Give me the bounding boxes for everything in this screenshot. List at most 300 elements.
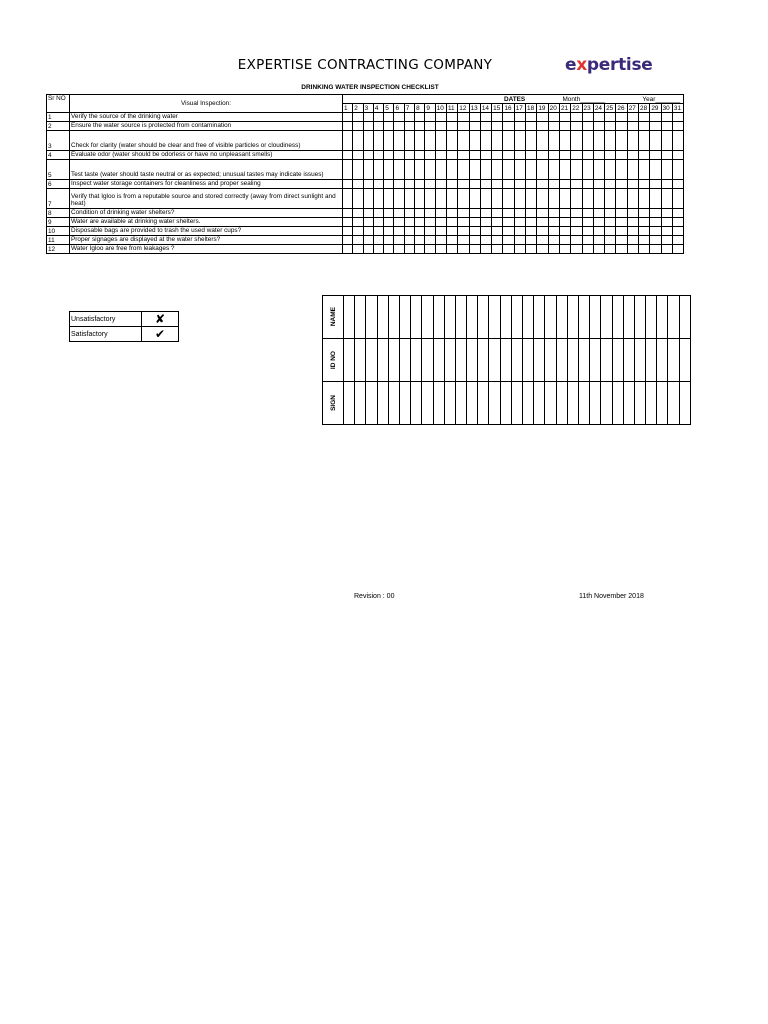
check-cell[interactable] [363,218,373,227]
signoff-cell[interactable] [567,339,578,382]
check-cell[interactable] [373,218,383,227]
signoff-cell[interactable] [489,339,500,382]
check-cell[interactable] [446,189,457,209]
check-cell[interactable] [605,180,616,189]
check-cell[interactable] [526,209,537,218]
check-cell[interactable] [548,160,559,180]
signoff-cell[interactable] [344,296,355,339]
signoff-cell[interactable] [511,339,522,382]
signoff-cell[interactable] [444,382,455,425]
signoff-cell[interactable] [578,339,589,382]
check-cell[interactable] [593,113,604,122]
signoff-cell[interactable] [578,296,589,339]
check-cell[interactable] [582,122,593,131]
check-cell[interactable] [363,122,373,131]
check-cell[interactable] [526,218,537,227]
signoff-cell[interactable] [534,382,545,425]
check-cell[interactable] [559,151,570,160]
signoff-cell[interactable] [567,296,578,339]
check-cell[interactable] [404,189,414,209]
check-cell[interactable] [616,209,627,218]
check-cell[interactable] [373,209,383,218]
signoff-cell[interactable] [668,382,679,425]
signoff-cell[interactable] [534,296,545,339]
signoff-cell[interactable] [612,339,623,382]
check-cell[interactable] [526,236,537,245]
check-cell[interactable] [639,245,650,254]
check-cell[interactable] [661,160,672,180]
check-cell[interactable] [425,113,435,122]
check-cell[interactable] [672,218,683,227]
check-cell[interactable] [343,180,353,189]
check-cell[interactable] [480,227,491,236]
signoff-cell[interactable] [679,339,690,382]
check-cell[interactable] [503,113,514,122]
check-cell[interactable] [661,180,672,189]
check-cell[interactable] [373,113,383,122]
check-cell[interactable] [526,113,537,122]
check-cell[interactable] [415,131,425,151]
signoff-cell[interactable] [500,382,511,425]
check-cell[interactable] [661,189,672,209]
check-cell[interactable] [503,122,514,131]
check-cell[interactable] [548,245,559,254]
check-cell[interactable] [650,131,661,151]
signoff-cell[interactable] [523,296,534,339]
check-cell[interactable] [415,151,425,160]
check-cell[interactable] [343,122,353,131]
check-cell[interactable] [469,227,480,236]
check-cell[interactable] [605,122,616,131]
check-cell[interactable] [526,245,537,254]
signoff-cell[interactable] [422,382,433,425]
check-cell[interactable] [605,218,616,227]
signoff-cell[interactable] [444,296,455,339]
check-cell[interactable] [458,245,469,254]
check-cell[interactable] [492,245,503,254]
signoff-cell[interactable] [377,382,388,425]
signoff-cell[interactable] [634,296,645,339]
signoff-cell[interactable] [377,296,388,339]
check-cell[interactable] [571,189,582,209]
check-cell[interactable] [639,122,650,131]
check-cell[interactable] [373,227,383,236]
check-cell[interactable] [425,227,435,236]
signoff-cell[interactable] [623,339,634,382]
check-cell[interactable] [514,236,525,245]
check-cell[interactable] [384,180,394,189]
check-cell[interactable] [503,131,514,151]
check-cell[interactable] [514,113,525,122]
check-cell[interactable] [458,209,469,218]
signoff-cell[interactable] [411,382,422,425]
check-cell[interactable] [582,131,593,151]
check-cell[interactable] [616,236,627,245]
signoff-cell[interactable] [411,296,422,339]
check-cell[interactable] [537,218,548,227]
check-cell[interactable] [639,180,650,189]
check-cell[interactable] [435,180,446,189]
check-cell[interactable] [425,189,435,209]
signoff-cell[interactable] [623,382,634,425]
check-cell[interactable] [384,151,394,160]
check-cell[interactable] [639,218,650,227]
check-cell[interactable] [548,236,559,245]
check-cell[interactable] [526,180,537,189]
check-cell[interactable] [559,122,570,131]
check-cell[interactable] [492,227,503,236]
check-cell[interactable] [353,218,363,227]
check-cell[interactable] [343,160,353,180]
signoff-cell[interactable] [556,296,567,339]
check-cell[interactable] [353,180,363,189]
check-cell[interactable] [616,218,627,227]
check-cell[interactable] [571,227,582,236]
check-cell[interactable] [582,160,593,180]
check-cell[interactable] [394,160,404,180]
check-cell[interactable] [537,227,548,236]
check-cell[interactable] [415,218,425,227]
check-cell[interactable] [469,180,480,189]
signoff-cell[interactable] [590,339,601,382]
check-cell[interactable] [394,189,404,209]
check-cell[interactable] [404,236,414,245]
check-cell[interactable] [650,245,661,254]
signoff-cell[interactable] [657,339,668,382]
check-cell[interactable] [548,151,559,160]
check-cell[interactable] [469,160,480,180]
check-cell[interactable] [435,151,446,160]
check-cell[interactable] [503,180,514,189]
check-cell[interactable] [593,245,604,254]
check-cell[interactable] [492,209,503,218]
signoff-cell[interactable] [422,296,433,339]
check-cell[interactable] [672,189,683,209]
signoff-cell[interactable] [399,339,410,382]
check-cell[interactable] [639,151,650,160]
check-cell[interactable] [394,131,404,151]
check-cell[interactable] [627,236,638,245]
check-cell[interactable] [373,160,383,180]
signoff-cell[interactable] [478,339,489,382]
check-cell[interactable] [650,151,661,160]
check-cell[interactable] [661,245,672,254]
check-cell[interactable] [363,227,373,236]
check-cell[interactable] [343,131,353,151]
check-cell[interactable] [394,113,404,122]
check-cell[interactable] [526,122,537,131]
check-cell[interactable] [627,218,638,227]
check-cell[interactable] [526,189,537,209]
check-cell[interactable] [593,131,604,151]
check-cell[interactable] [384,113,394,122]
signoff-cell[interactable] [388,382,399,425]
check-cell[interactable] [627,131,638,151]
check-cell[interactable] [559,218,570,227]
signoff-cell[interactable] [657,296,668,339]
check-cell[interactable] [469,131,480,151]
signoff-cell[interactable] [489,296,500,339]
check-cell[interactable] [627,227,638,236]
check-cell[interactable] [353,113,363,122]
signoff-cell[interactable] [646,296,657,339]
check-cell[interactable] [616,227,627,236]
check-cell[interactable] [435,122,446,131]
check-cell[interactable] [343,227,353,236]
check-cell[interactable] [492,131,503,151]
check-cell[interactable] [363,209,373,218]
check-cell[interactable] [469,122,480,131]
signoff-cell[interactable] [601,296,612,339]
check-cell[interactable] [353,151,363,160]
check-cell[interactable] [363,160,373,180]
check-cell[interactable] [650,218,661,227]
check-cell[interactable] [480,160,491,180]
check-cell[interactable] [672,227,683,236]
check-cell[interactable] [605,160,616,180]
signoff-cell[interactable] [668,296,679,339]
check-cell[interactable] [593,160,604,180]
check-cell[interactable] [394,236,404,245]
check-cell[interactable] [384,131,394,151]
check-cell[interactable] [492,113,503,122]
check-cell[interactable] [537,113,548,122]
check-cell[interactable] [503,151,514,160]
check-cell[interactable] [446,218,457,227]
check-cell[interactable] [458,113,469,122]
signoff-cell[interactable] [411,339,422,382]
check-cell[interactable] [593,227,604,236]
check-cell[interactable] [394,227,404,236]
check-cell[interactable] [343,113,353,122]
check-cell[interactable] [672,113,683,122]
check-cell[interactable] [492,160,503,180]
check-cell[interactable] [480,236,491,245]
signoff-cell[interactable] [601,382,612,425]
check-cell[interactable] [593,151,604,160]
check-cell[interactable] [661,218,672,227]
check-cell[interactable] [373,245,383,254]
check-cell[interactable] [404,160,414,180]
check-cell[interactable] [384,189,394,209]
check-cell[interactable] [582,245,593,254]
check-cell[interactable] [492,189,503,209]
check-cell[interactable] [458,227,469,236]
signoff-cell[interactable] [590,382,601,425]
signoff-cell[interactable] [523,339,534,382]
check-cell[interactable] [672,180,683,189]
check-cell[interactable] [425,122,435,131]
check-cell[interactable] [446,151,457,160]
check-cell[interactable] [593,180,604,189]
signoff-cell[interactable] [679,296,690,339]
check-cell[interactable] [571,113,582,122]
check-cell[interactable] [503,160,514,180]
check-cell[interactable] [514,122,525,131]
check-cell[interactable] [672,131,683,151]
check-cell[interactable] [480,113,491,122]
check-cell[interactable] [627,122,638,131]
signoff-cell[interactable] [634,382,645,425]
check-cell[interactable] [363,189,373,209]
check-cell[interactable] [373,180,383,189]
check-cell[interactable] [446,180,457,189]
signoff-cell[interactable] [489,382,500,425]
check-cell[interactable] [605,113,616,122]
check-cell[interactable] [639,131,650,151]
check-cell[interactable] [503,218,514,227]
check-cell[interactable] [415,245,425,254]
check-cell[interactable] [605,245,616,254]
check-cell[interactable] [514,160,525,180]
check-cell[interactable] [537,189,548,209]
signoff-cell[interactable] [366,382,377,425]
check-cell[interactable] [627,151,638,160]
check-cell[interactable] [639,227,650,236]
check-cell[interactable] [672,151,683,160]
check-cell[interactable] [446,160,457,180]
check-cell[interactable] [363,180,373,189]
check-cell[interactable] [559,245,570,254]
check-cell[interactable] [650,160,661,180]
check-cell[interactable] [446,122,457,131]
check-cell[interactable] [639,113,650,122]
check-cell[interactable] [343,236,353,245]
check-cell[interactable] [616,113,627,122]
check-cell[interactable] [435,131,446,151]
check-cell[interactable] [435,236,446,245]
check-cell[interactable] [384,236,394,245]
signoff-cell[interactable] [433,296,444,339]
signoff-cell[interactable] [344,339,355,382]
check-cell[interactable] [415,160,425,180]
check-cell[interactable] [605,131,616,151]
check-cell[interactable] [650,113,661,122]
check-cell[interactable] [404,218,414,227]
check-cell[interactable] [458,236,469,245]
check-cell[interactable] [384,245,394,254]
check-cell[interactable] [639,236,650,245]
check-cell[interactable] [571,218,582,227]
signoff-cell[interactable] [355,382,366,425]
check-cell[interactable] [343,189,353,209]
check-cell[interactable] [605,209,616,218]
check-cell[interactable] [582,189,593,209]
signoff-cell[interactable] [455,382,466,425]
check-cell[interactable] [650,209,661,218]
check-cell[interactable] [639,160,650,180]
check-cell[interactable] [446,236,457,245]
check-cell[interactable] [404,113,414,122]
check-cell[interactable] [593,189,604,209]
check-cell[interactable] [415,189,425,209]
check-cell[interactable] [548,131,559,151]
check-cell[interactable] [394,245,404,254]
check-cell[interactable] [458,180,469,189]
signoff-cell[interactable] [590,296,601,339]
signoff-cell[interactable] [646,339,657,382]
signoff-cell[interactable] [612,382,623,425]
check-cell[interactable] [616,131,627,151]
check-cell[interactable] [616,180,627,189]
check-cell[interactable] [548,218,559,227]
check-cell[interactable] [363,113,373,122]
check-cell[interactable] [435,245,446,254]
check-cell[interactable] [537,160,548,180]
signoff-cell[interactable] [467,339,478,382]
check-cell[interactable] [571,236,582,245]
check-cell[interactable] [458,131,469,151]
check-cell[interactable] [526,227,537,236]
check-cell[interactable] [446,209,457,218]
signoff-cell[interactable] [388,296,399,339]
check-cell[interactable] [537,122,548,131]
check-cell[interactable] [627,245,638,254]
check-cell[interactable] [480,151,491,160]
signoff-cell[interactable] [634,339,645,382]
check-cell[interactable] [514,209,525,218]
check-cell[interactable] [492,218,503,227]
check-cell[interactable] [514,180,525,189]
check-cell[interactable] [593,236,604,245]
check-cell[interactable] [548,209,559,218]
check-cell[interactable] [514,131,525,151]
check-cell[interactable] [480,209,491,218]
check-cell[interactable] [363,131,373,151]
check-cell[interactable] [627,113,638,122]
signoff-cell[interactable] [534,339,545,382]
check-cell[interactable] [605,189,616,209]
check-cell[interactable] [446,227,457,236]
check-cell[interactable] [661,236,672,245]
signoff-cell[interactable] [567,382,578,425]
signoff-cell[interactable] [545,382,556,425]
check-cell[interactable] [650,189,661,209]
check-cell[interactable] [582,113,593,122]
check-cell[interactable] [537,180,548,189]
signoff-cell[interactable] [545,296,556,339]
check-cell[interactable] [353,160,363,180]
signoff-cell[interactable] [455,296,466,339]
check-cell[interactable] [415,180,425,189]
signoff-cell[interactable] [399,382,410,425]
check-cell[interactable] [672,236,683,245]
check-cell[interactable] [492,180,503,189]
check-cell[interactable] [661,113,672,122]
check-cell[interactable] [353,189,363,209]
check-cell[interactable] [373,151,383,160]
check-cell[interactable] [404,227,414,236]
check-cell[interactable] [514,151,525,160]
check-cell[interactable] [582,151,593,160]
check-cell[interactable] [571,180,582,189]
check-cell[interactable] [537,151,548,160]
check-cell[interactable] [605,151,616,160]
check-cell[interactable] [415,113,425,122]
check-cell[interactable] [363,245,373,254]
check-cell[interactable] [363,236,373,245]
check-cell[interactable] [661,209,672,218]
check-cell[interactable] [503,209,514,218]
signoff-cell[interactable] [344,382,355,425]
check-cell[interactable] [616,189,627,209]
check-cell[interactable] [373,131,383,151]
signoff-cell[interactable] [399,296,410,339]
check-cell[interactable] [415,227,425,236]
signoff-cell[interactable] [511,296,522,339]
check-cell[interactable] [661,151,672,160]
check-cell[interactable] [492,236,503,245]
